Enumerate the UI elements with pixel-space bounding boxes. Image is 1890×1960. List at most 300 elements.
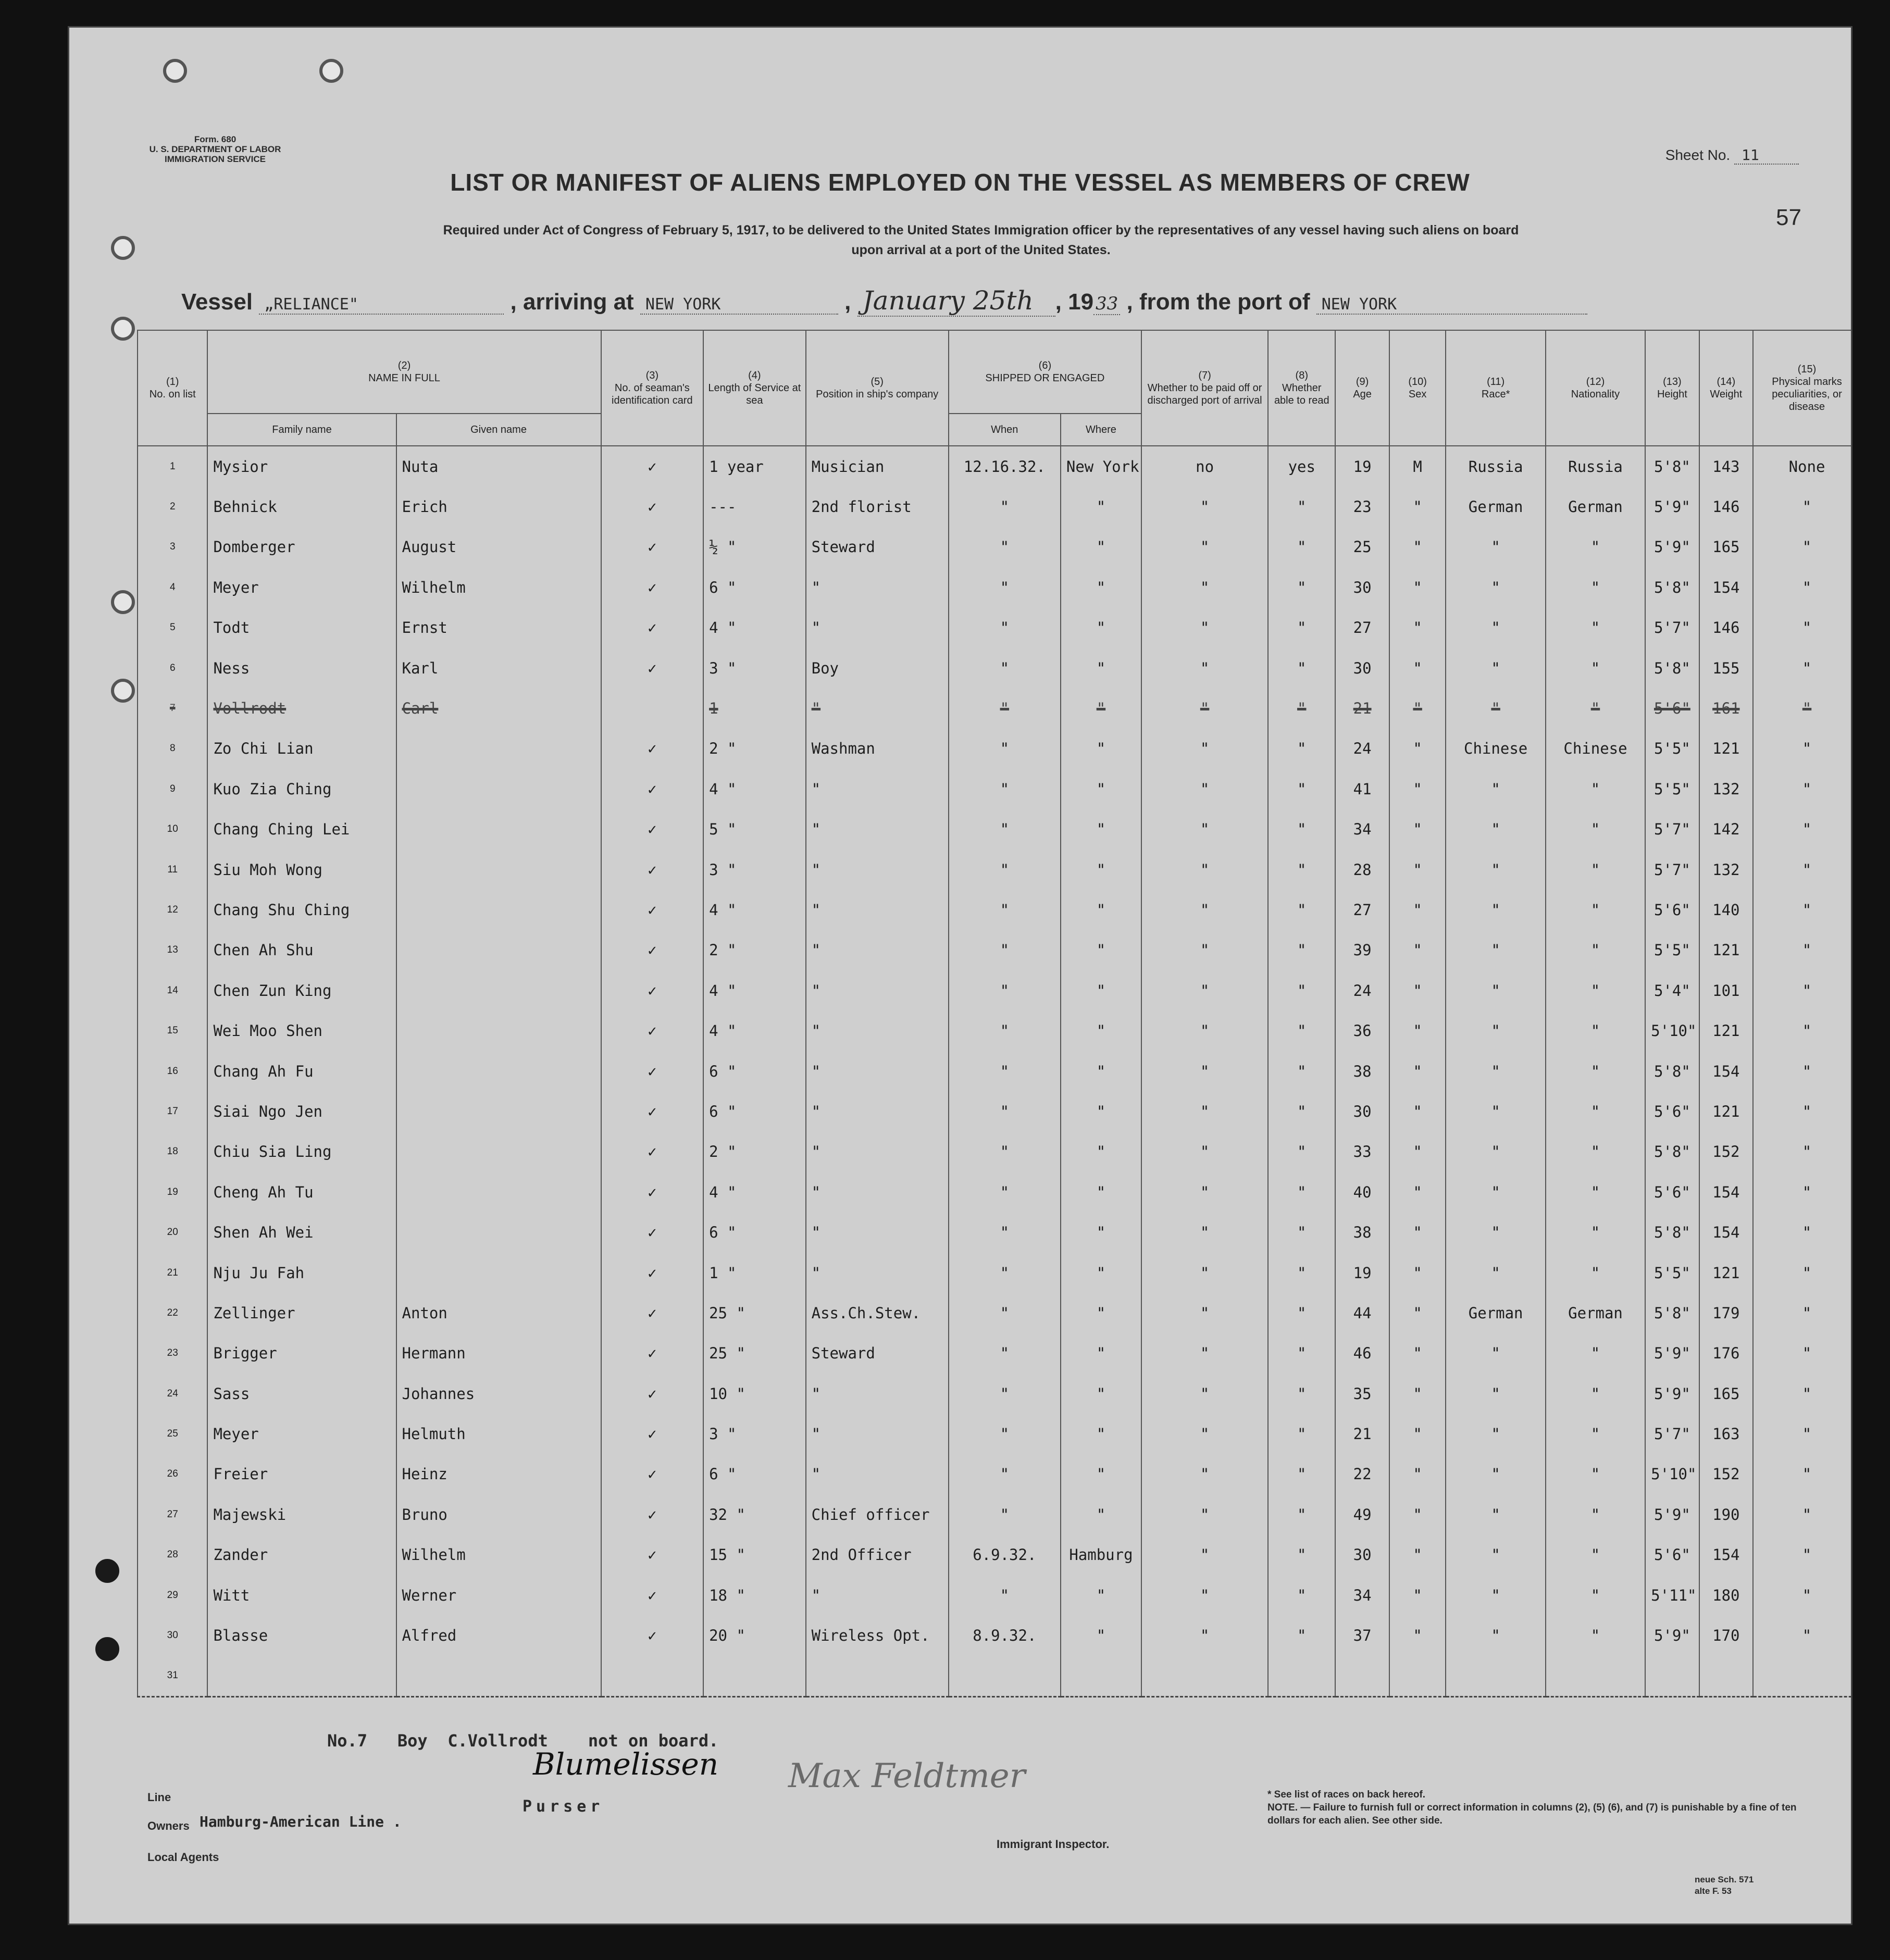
cell-family: Zo Chi Lian (207, 729, 396, 769)
punch-hole (319, 59, 343, 83)
cell-where: " (1061, 486, 1141, 527)
cell-position: " (806, 850, 949, 890)
cell-nationality: " (1546, 567, 1645, 607)
cell-height: 5'7" (1645, 1414, 1699, 1454)
cell-position: " (806, 567, 949, 607)
cell-position: " (806, 1051, 949, 1091)
cell-given: Ernst (396, 608, 601, 648)
cell-race: " (1446, 527, 1545, 567)
cell-marks: " (1753, 1454, 1852, 1494)
col-header-family-name: Family name (207, 414, 396, 446)
cell-weight: 154 (1699, 1535, 1753, 1575)
vessel-name: „RELIANCE" (259, 295, 504, 315)
cell-paid: " (1141, 850, 1268, 890)
cell-family: Chen Zun King (207, 970, 396, 1010)
cell-position: " (806, 688, 949, 728)
cell-family: Wei Moo Shen (207, 1010, 396, 1051)
cell-when: " (949, 1414, 1061, 1454)
cell-card: ✓ (601, 1132, 704, 1172)
cell-height: 5'4" (1645, 970, 1699, 1010)
cell-age: 19 (1335, 1253, 1389, 1293)
department-name: U. S. DEPARTMENT OF LABOR (149, 144, 281, 154)
cell-race: " (1446, 1253, 1545, 1293)
cell-marks: " (1753, 1575, 1852, 1615)
punch-hole (111, 317, 135, 341)
form-number: Form. 680 (194, 134, 237, 144)
cell-age: 33 (1335, 1132, 1389, 1172)
cell-paid: no (1141, 446, 1268, 486)
cell-age: 25 (1335, 527, 1389, 567)
cell-race: " (1446, 809, 1545, 850)
cell-height: 5'8" (1645, 1212, 1699, 1252)
cell-paid: " (1141, 729, 1268, 769)
cell-age: 41 (1335, 769, 1389, 809)
cell-no: 25 (138, 1414, 207, 1454)
cell-when: 8.9.32. (949, 1615, 1061, 1655)
cell-age: 24 (1335, 729, 1389, 769)
cell-no: 10 (138, 809, 207, 850)
cell-service: 6 " (703, 1091, 806, 1131)
cell-position: Boy (806, 648, 949, 688)
cell-family: Witt (207, 1575, 396, 1615)
cell-given: Karl (396, 648, 601, 688)
cell-height: 5'8" (1645, 567, 1699, 607)
table-row (138, 1414, 1852, 1454)
cell-card (601, 688, 704, 728)
cell-service: 5 " (703, 809, 806, 850)
cell-family: Vollrodt (207, 688, 396, 728)
cell-marks: " (1753, 1132, 1852, 1172)
cell-height: 5'8" (1645, 648, 1699, 688)
cell-nationality: " (1546, 1575, 1645, 1615)
cell-race: " (1446, 1333, 1545, 1374)
cell-paid: " (1141, 1010, 1268, 1051)
cell-paid: " (1141, 890, 1268, 930)
cell-read: " (1268, 1615, 1335, 1655)
cell-read: " (1268, 809, 1335, 850)
cell-paid: " (1141, 527, 1268, 567)
purser-signature: Blumelissen (533, 1746, 719, 1782)
cell-sex: " (1389, 1494, 1446, 1534)
punch-hole (95, 1637, 119, 1661)
cell-family: Majewski (207, 1494, 396, 1534)
cell-sex: " (1389, 1374, 1446, 1414)
cell-given: Anton (396, 1293, 601, 1333)
cell-position: " (806, 1212, 949, 1252)
cell-nationality: " (1546, 970, 1645, 1010)
cell-given (396, 850, 601, 890)
cell-family: Chang Shu Ching (207, 890, 396, 930)
cell-height: 5'6" (1645, 688, 1699, 728)
cell-no: 23 (138, 1333, 207, 1374)
table-row (138, 1656, 1852, 1697)
cell-age: 38 (1335, 1051, 1389, 1091)
cell-service: 25 " (703, 1333, 806, 1374)
year-prefix: 19 (1068, 289, 1094, 315)
table-row (138, 930, 1852, 970)
cell-position: 2nd florist (806, 486, 949, 527)
cell-read: " (1268, 567, 1335, 607)
cell-race: " (1446, 1091, 1545, 1131)
cell-sex: M (1389, 446, 1446, 486)
cell-service: 6 " (703, 1051, 806, 1091)
cell-card: ✓ (601, 1172, 704, 1212)
cell-when: " (949, 1575, 1061, 1615)
cell-weight: 154 (1699, 1051, 1753, 1091)
cell-card: ✓ (601, 769, 704, 809)
cell-where: " (1061, 608, 1141, 648)
cell-race: " (1446, 1454, 1545, 1494)
cell-read: " (1268, 1374, 1335, 1414)
cell-service: 1 year (703, 446, 806, 486)
cell-race: " (1446, 1051, 1545, 1091)
cell-no: 8 (138, 729, 207, 769)
cell-race: " (1446, 648, 1545, 688)
cell-sex: " (1389, 890, 1446, 930)
cell-card: ✓ (601, 1575, 704, 1615)
cell-weight: 143 (1699, 446, 1753, 486)
cell-service: 32 " (703, 1494, 806, 1534)
table-row (138, 850, 1852, 890)
cell-service: 4 " (703, 608, 806, 648)
cell-family: Nju Ju Fah (207, 1253, 396, 1293)
cell-service: 2 " (703, 1132, 806, 1172)
from-port-label: , from the port of (1126, 289, 1310, 315)
cell-where: " (1061, 1454, 1141, 1494)
cell-race: " (1446, 1575, 1545, 1615)
cell-card: ✓ (601, 850, 704, 890)
cell-when (949, 1656, 1061, 1697)
cell-marks: " (1753, 1172, 1852, 1212)
inspector-signature: Max Feldtmer (788, 1757, 1026, 1795)
cell-weight: 121 (1699, 1253, 1753, 1293)
cell-height: 5'10" (1645, 1454, 1699, 1494)
cell-given (396, 1253, 601, 1293)
cell-read: " (1268, 486, 1335, 527)
cell-no: 26 (138, 1454, 207, 1494)
service-name: IMMIGRATION SERVICE (165, 154, 266, 164)
cell-paid: " (1141, 1575, 1268, 1615)
cell-paid: " (1141, 1253, 1268, 1293)
cell-card: ✓ (601, 970, 704, 1010)
cell-no: 1 (138, 446, 207, 486)
cell-card: ✓ (601, 1333, 704, 1374)
cell-read: " (1268, 527, 1335, 567)
local-agents-label: Local Agents (147, 1851, 219, 1864)
cell-nationality: " (1546, 1535, 1645, 1575)
cell-where: " (1061, 970, 1141, 1010)
cell-given: Heinz (396, 1454, 601, 1494)
cell-family: Zander (207, 1535, 396, 1575)
cell-where: " (1061, 1575, 1141, 1615)
cell-position (806, 1656, 949, 1697)
cell-marks: " (1753, 1535, 1852, 1575)
cell-nationality: German (1546, 1293, 1645, 1333)
cell-paid: " (1141, 1535, 1268, 1575)
cell-age: 30 (1335, 567, 1389, 607)
cell-age: 30 (1335, 1535, 1389, 1575)
cell-nationality: " (1546, 1414, 1645, 1454)
cell-paid: " (1141, 1454, 1268, 1494)
cell-weight: 152 (1699, 1132, 1753, 1172)
cell-paid: " (1141, 1132, 1268, 1172)
cell-service: 1 " (703, 1253, 806, 1293)
cell-service: 4 " (703, 769, 806, 809)
cell-position: " (806, 1132, 949, 1172)
cell-paid: " (1141, 1414, 1268, 1454)
cell-race: " (1446, 970, 1545, 1010)
table-row (138, 1333, 1852, 1374)
cell-service: ½ " (703, 527, 806, 567)
cell-nationality: " (1546, 527, 1645, 567)
table-row (138, 1575, 1852, 1615)
cell-height: 5'5" (1645, 729, 1699, 769)
cell-service: 15 " (703, 1535, 806, 1575)
cell-weight: 121 (1699, 1010, 1753, 1051)
cell-read: " (1268, 1051, 1335, 1091)
cell-nationality: " (1546, 1494, 1645, 1534)
table-row (138, 970, 1852, 1010)
cell-paid: " (1141, 1374, 1268, 1414)
cell-where: " (1061, 1091, 1141, 1131)
cell-race: " (1446, 1172, 1545, 1212)
cell-position: Wireless Opt. (806, 1615, 949, 1655)
cell-sex: " (1389, 1132, 1446, 1172)
punch-hole (95, 1559, 119, 1583)
cell-race: German (1446, 486, 1545, 527)
cell-where: " (1061, 527, 1141, 567)
cell-age: 36 (1335, 1010, 1389, 1051)
cell-when: " (949, 850, 1061, 890)
cell-position: " (806, 1575, 949, 1615)
cell-when: " (949, 1091, 1061, 1131)
cell-paid: " (1141, 1091, 1268, 1131)
cell-given: Alfred (396, 1615, 601, 1655)
sheet-number-label: Sheet No. (1665, 147, 1731, 163)
cell-age: 46 (1335, 1333, 1389, 1374)
cell-where: " (1061, 567, 1141, 607)
cell-paid: " (1141, 930, 1268, 970)
cell-read: " (1268, 1535, 1335, 1575)
cell-read: " (1268, 1333, 1335, 1374)
cell-where: " (1061, 1374, 1141, 1414)
cell-when: " (949, 648, 1061, 688)
cell-read: " (1268, 890, 1335, 930)
subtitle-line-1: Required under Act of Congress of February 5, 1917, to be delivered to the United States Immigration officer by the representatives of any vessel having such aliens on board (443, 223, 1519, 238)
cell-family: Behnick (207, 486, 396, 527)
cell-family: Zellinger (207, 1293, 396, 1333)
purser-label: Purser (523, 1797, 604, 1816)
cell-marks: " (1753, 1253, 1852, 1293)
cell-paid (1141, 1656, 1268, 1697)
cell-height: 5'9" (1645, 1333, 1699, 1374)
col-header-height: (13) Height (1645, 330, 1699, 446)
cell-position: Steward (806, 527, 949, 567)
cell-no: 21 (138, 1253, 207, 1293)
cell-no: 20 (138, 1212, 207, 1252)
cell-when: " (949, 608, 1061, 648)
cell-nationality: " (1546, 1132, 1645, 1172)
cell-weight: 152 (1699, 1454, 1753, 1494)
cell-nationality: " (1546, 890, 1645, 930)
cell-marks: " (1753, 1615, 1852, 1655)
cell-where: " (1061, 1414, 1141, 1454)
cell-service: 18 " (703, 1575, 806, 1615)
cell-given (396, 930, 601, 970)
cell-height: 5'6" (1645, 1091, 1699, 1131)
cell-service: 25 " (703, 1293, 806, 1333)
cell-marks: " (1753, 930, 1852, 970)
cell-sex: " (1389, 1575, 1446, 1615)
cell-sex: " (1389, 1535, 1446, 1575)
cell-where: " (1061, 769, 1141, 809)
cell-weight: 154 (1699, 1212, 1753, 1252)
cell-age: 30 (1335, 648, 1389, 688)
cell-race: " (1446, 1414, 1545, 1454)
cell-no: 18 (138, 1132, 207, 1172)
table-row (138, 1172, 1852, 1212)
cell-sex: " (1389, 1615, 1446, 1655)
cell-read: " (1268, 1172, 1335, 1212)
cell-age: 35 (1335, 1374, 1389, 1414)
cell-service: 3 " (703, 648, 806, 688)
table-row (138, 648, 1852, 688)
cell-service: --- (703, 486, 806, 527)
cell-family: Chen Ah Shu (207, 930, 396, 970)
cell-service: 3 " (703, 1414, 806, 1454)
cell-where: " (1061, 850, 1141, 890)
cell-race: " (1446, 1212, 1545, 1252)
cell-family: Siai Ngo Jen (207, 1091, 396, 1131)
cell-nationality (1546, 1656, 1645, 1697)
schedule-reference (1695, 1874, 1754, 1897)
col-header-service: (4) Length of Service at sea (703, 330, 806, 446)
table-row (138, 1615, 1852, 1655)
cell-family: Kuo Zia Ching (207, 769, 396, 809)
cell-family: Cheng Ah Tu (207, 1172, 396, 1212)
cell-race (1446, 1656, 1545, 1697)
cell-read: " (1268, 769, 1335, 809)
cell-age: 34 (1335, 809, 1389, 850)
col-header-read: (8) Whether able to read (1268, 330, 1335, 446)
cell-card: ✓ (601, 809, 704, 850)
cell-service: 10 " (703, 1374, 806, 1414)
cell-when: " (949, 1333, 1061, 1374)
cell-read: " (1268, 930, 1335, 970)
cell-marks: " (1753, 567, 1852, 607)
cell-marks: " (1753, 1293, 1852, 1333)
cell-given: Carl (396, 688, 601, 728)
cell-where: " (1061, 809, 1141, 850)
cell-position: " (806, 930, 949, 970)
cell-card: ✓ (601, 1615, 704, 1655)
cell-age: 19 (1335, 446, 1389, 486)
cell-card: ✓ (601, 1414, 704, 1454)
cell-service (703, 1656, 806, 1697)
cell-service: 4 " (703, 890, 806, 930)
cell-position: " (806, 1253, 949, 1293)
cell-when: " (949, 930, 1061, 970)
cell-weight: 161 (1699, 688, 1753, 728)
note-label: NOTE. (1267, 1802, 1298, 1813)
table-row (138, 608, 1852, 648)
cell-when: " (949, 1212, 1061, 1252)
cell-marks: " (1753, 769, 1852, 809)
cell-service: 3 " (703, 850, 806, 890)
cell-where: New York (1061, 446, 1141, 486)
cell-card (601, 1656, 704, 1697)
table-row (138, 1091, 1852, 1131)
cell-sex: " (1389, 688, 1446, 728)
cell-race: " (1446, 1615, 1545, 1655)
cell-where: " (1061, 688, 1141, 728)
cell-when: " (949, 809, 1061, 850)
page-title: LIST OR MANIFEST OF ALIENS EMPLOYED ON THE VESSEL AS MEMBERS OF CREW (450, 169, 1470, 196)
cell-service: 4 " (703, 1010, 806, 1051)
vessel-label: Vessel (181, 289, 253, 315)
cell-when: " (949, 567, 1061, 607)
cell-race: German (1446, 1293, 1545, 1333)
cell-family: Ness (207, 648, 396, 688)
cell-family: Meyer (207, 567, 396, 607)
cell-service: 1 (703, 688, 806, 728)
col-header-sex: (10) Sex (1389, 330, 1446, 446)
cell-nationality: " (1546, 809, 1645, 850)
cell-paid: " (1141, 1293, 1268, 1333)
cell-height: 5'9" (1645, 527, 1699, 567)
cell-given (396, 1172, 601, 1212)
cell-family: Siu Moh Wong (207, 850, 396, 890)
cell-weight: 142 (1699, 809, 1753, 850)
cell-no: 3 (138, 527, 207, 567)
cell-nationality: Russia (1546, 446, 1645, 486)
cell-card: ✓ (601, 1253, 704, 1293)
table-row (138, 446, 1852, 486)
cell-position: " (806, 1172, 949, 1212)
cell-weight: 176 (1699, 1333, 1753, 1374)
cell-height: 5'9" (1645, 1615, 1699, 1655)
cell-read: " (1268, 1414, 1335, 1454)
cell-marks: " (1753, 1333, 1852, 1374)
cell-paid: " (1141, 769, 1268, 809)
cell-nationality: " (1546, 1454, 1645, 1494)
cell-card: ✓ (601, 486, 704, 527)
cell-marks: " (1753, 850, 1852, 890)
cell-race: " (1446, 890, 1545, 930)
cell-given (396, 1091, 601, 1131)
cell-age: 23 (1335, 486, 1389, 527)
cell-no: 19 (138, 1172, 207, 1212)
cell-race: " (1446, 567, 1545, 607)
cell-paid: " (1141, 1212, 1268, 1252)
cell-marks: " (1753, 1414, 1852, 1454)
cell-when: " (949, 769, 1061, 809)
cell-paid: " (1141, 608, 1268, 648)
cell-service: 6 " (703, 1454, 806, 1494)
cell-when: " (949, 1132, 1061, 1172)
cell-race: " (1446, 769, 1545, 809)
cell-weight: 132 (1699, 769, 1753, 809)
cell-weight: 140 (1699, 890, 1753, 930)
table-row (138, 567, 1852, 607)
cell-nationality: " (1546, 688, 1645, 728)
cell-sex (1389, 1656, 1446, 1697)
manifest-sheet (68, 26, 1852, 1925)
cell-nationality: " (1546, 769, 1645, 809)
cell-race: " (1446, 688, 1545, 728)
cell-no: 27 (138, 1494, 207, 1534)
cell-no: 4 (138, 567, 207, 607)
